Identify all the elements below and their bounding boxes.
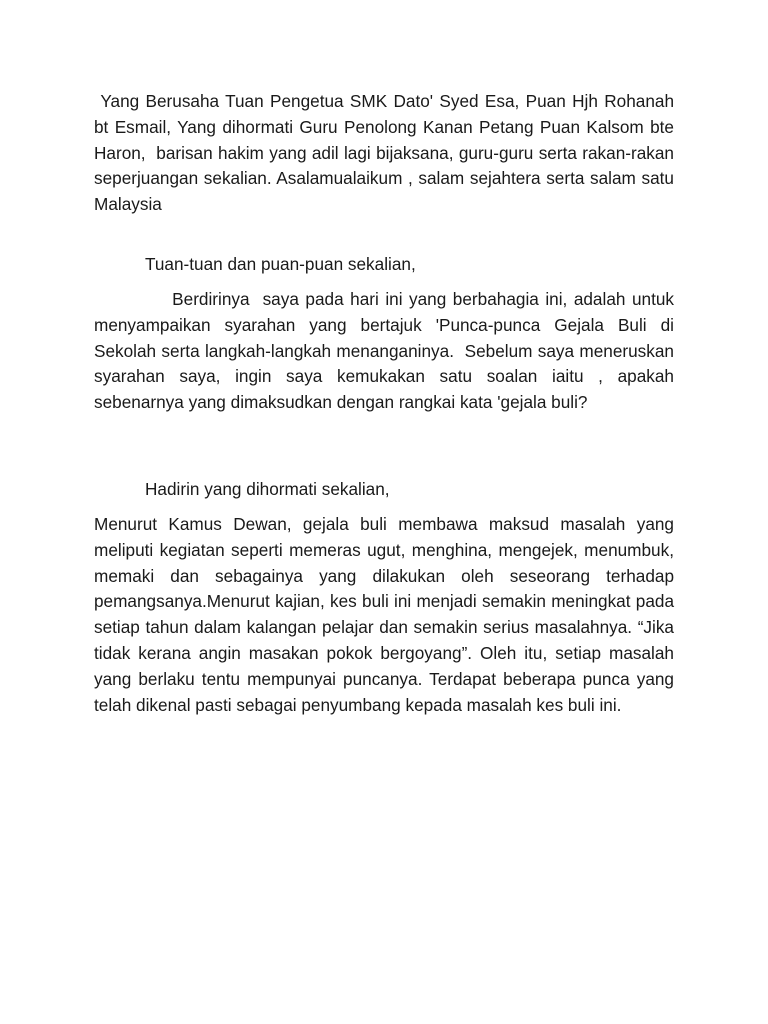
- paragraph-definition: Menurut Kamus Dewan, gejala buli membawa maksud masalah yang meliputi kegiatan seperti memeras ugut, menghina, mengejek, menumbuk, memaki dan sebagainya yang dilakukan oleh seseorang terhadap pemangsanya.Menurut kajian, kes buli ini menjadi semakin meningkat pada setiap tahun dalam kalangan pelajar dan semakin serius masalahnya. “Jika tidak kerana angin masakan pokok bergoyang”. Oleh itu, setiap masalah yang berlaku tentu mempunyai puncanya. Terdapat beberapa punca yang telah dikenal pasti sebagai penyumbang kepada masalah kes buli ini.: [94, 514, 679, 715]
- paragraph-greeting-2: Hadirin yang dihormati sekalian,: [145, 479, 390, 499]
- paragraph-salutation: Yang Berusaha Tuan Pengetua SMK Dato' Syed Esa, Puan Hjh Rohanah bt Esmail, Yang dihormati Guru Penolong Kanan Petang Puan Kalsom bte Haron, barisan hakim yang adil lagi bijaksana, guru-guru serta rakan-rakan seperjuangan sekalian. Asalamualaikum , salam sejahtera serta salam satu Malaysia: [94, 91, 679, 215]
- paragraph-introduction: Berdirinya saya pada hari ini yang berbahagia ini, adalah untuk menyampaikan syarahan yang bertajuk 'Punca-punca Gejala Buli di Sekolah serta langkah-langkah menanganinya. Sebelum saya meneruskan syarahan saya, ingin saya kemukakan satu soalan iaitu , apakah sebenarnya yang dimaksudkan dengan rangkai kata 'gejala buli?: [94, 289, 679, 413]
- paragraph-greeting-1: Tuan-tuan dan puan-puan sekalian,: [145, 254, 416, 274]
